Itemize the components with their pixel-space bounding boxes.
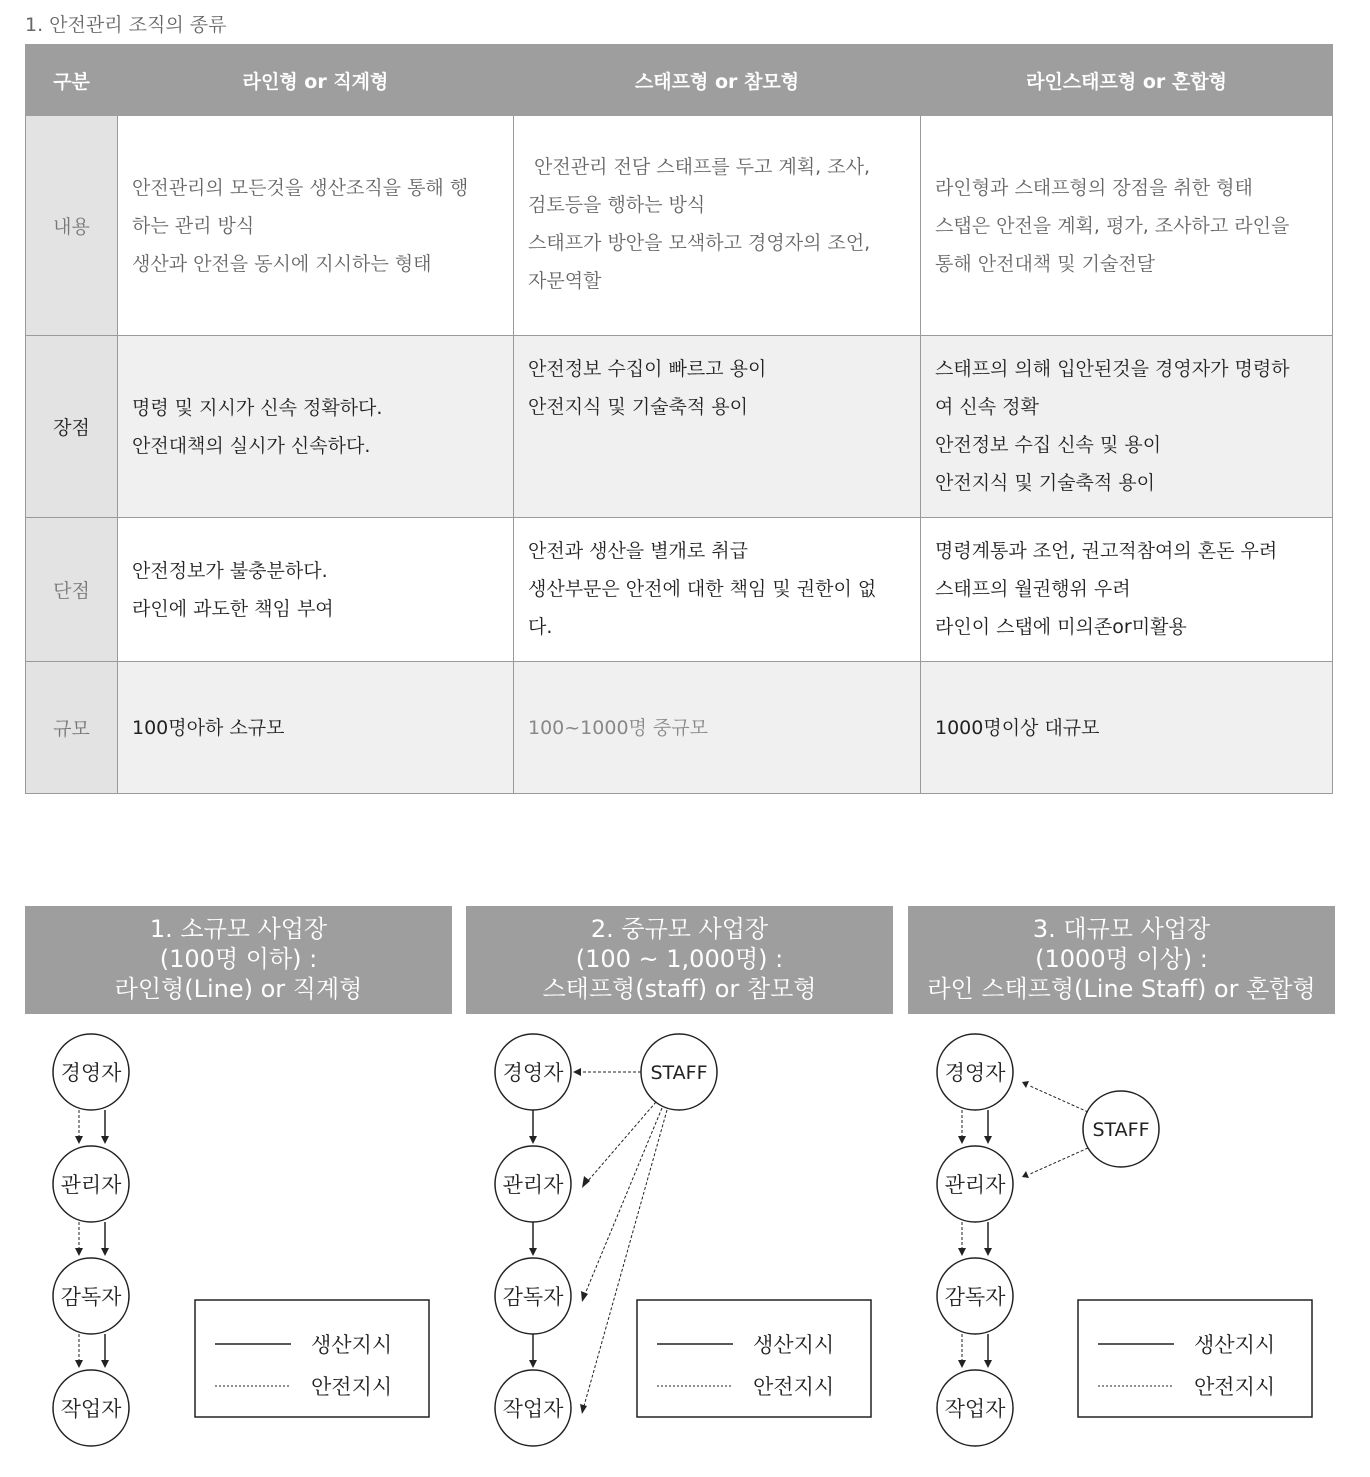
- org-diagram-staff: [466, 1014, 893, 1474]
- node-ceo: [495, 1034, 571, 1110]
- panel-title-line: (1000명 이상) :: [1035, 945, 1208, 973]
- cell-text: 안전대책의 실시가 신속하다.: [132, 434, 371, 457]
- cell-text: 100명아하 소규모: [132, 716, 285, 739]
- node-manager: [495, 1146, 571, 1222]
- cell-text: 라인에 과도한 책임 부여: [132, 597, 334, 620]
- svg-text:관리자: 관리자: [944, 1173, 1006, 1197]
- cell-pros-staff: [514, 336, 921, 518]
- cell-cons-line: [118, 518, 514, 662]
- cell-cons-linestaff: [921, 518, 1333, 662]
- cell-text: 명령계통과 조언, 권고적참여의 혼돈 우려: [935, 540, 1278, 562]
- table-row-scale: [26, 662, 1333, 794]
- svg-text:작업자: 작업자: [502, 1397, 564, 1421]
- table-row-cons: [26, 518, 1333, 662]
- cell-content-line: [118, 116, 514, 336]
- panel-line-type: [25, 906, 452, 1477]
- cell-text: 다.: [528, 616, 553, 638]
- cell-text: 스탭은 안전을 계획, 평가, 조사하고 라인을: [935, 214, 1290, 237]
- cell-text: 하는 관리 방식: [132, 214, 255, 237]
- panel-title-line: 3. 대규모 사업장: [1032, 915, 1211, 943]
- legend-production-label: 생산지시: [311, 1333, 393, 1357]
- header-line-type: 라인형 or 직계형: [118, 45, 514, 116]
- cell-text: 자문역할: [528, 270, 602, 292]
- svg-text:감독자: 감독자: [502, 1285, 564, 1309]
- panel-title-line: 2. 중규모 사업장: [590, 915, 769, 943]
- header-staff-type: 스태프형 or 참모형: [514, 45, 921, 116]
- legend-box: [195, 1300, 429, 1417]
- cell-pros-line: [118, 336, 514, 518]
- cell-text: 검토등을 행하는 방식: [528, 194, 706, 216]
- svg-text:STAFF: STAFF: [650, 1062, 708, 1084]
- org-diagram-linestaff: [908, 1014, 1335, 1474]
- cell-text: 생산과 안전을 동시에 지시하는 형태: [132, 252, 432, 275]
- cell-pros-linestaff: [921, 336, 1333, 518]
- panel-title-line: (100명 이하) :: [159, 945, 318, 973]
- legend-safety-label: 안전지시: [311, 1375, 393, 1399]
- cell-text: 안전관리 전담 스태프를 두고 계획, 조사,: [528, 156, 870, 178]
- svg-text:관리자: 관리자: [502, 1173, 564, 1197]
- cell-text: 라인형과 스태프형의 장점을 취한 형태: [935, 176, 1253, 199]
- organization-comparison-table: [25, 44, 1333, 794]
- node-staff: [641, 1034, 717, 1110]
- node-worker: [495, 1370, 571, 1446]
- node-ceo: [937, 1034, 1013, 1110]
- cell-text: 스태프가 방안을 모색하고 경영자의 조언,: [528, 232, 871, 254]
- header-category: 구분: [26, 45, 118, 116]
- node-worker: [53, 1370, 129, 1446]
- cell-cons-staff: [514, 518, 921, 662]
- svg-text:STAFF: STAFF: [1092, 1119, 1150, 1141]
- row-label-content: 내용: [26, 116, 118, 336]
- node-ceo: [53, 1034, 129, 1110]
- table-row-content: [26, 116, 1333, 336]
- panel-header: [908, 906, 1335, 1014]
- row-label-pros: 장점: [26, 336, 118, 518]
- panel-title-line: 1. 소규모 사업장: [149, 915, 328, 943]
- cell-text: 여 신속 정확: [935, 396, 1039, 418]
- cell-text: 안전관리의 모든것을 생산조직을 통해 행: [132, 176, 469, 199]
- cell-text: 안전지식 및 기술축적 용이: [528, 396, 749, 418]
- legend-safety-label: 안전지시: [1194, 1375, 1276, 1399]
- row-label-scale: 규모: [26, 662, 118, 794]
- legend-box: [1078, 1300, 1312, 1417]
- cell-scale-line: [118, 662, 514, 794]
- svg-text:경영자: 경영자: [502, 1061, 564, 1085]
- svg-text:경영자: 경영자: [60, 1061, 122, 1085]
- svg-text:관리자: 관리자: [60, 1173, 122, 1197]
- cell-text: 100~1000명 중규모: [528, 716, 708, 739]
- org-diagram-line: [25, 1014, 452, 1474]
- panel-title-line: 스태프형(staff) or 참모형: [542, 975, 817, 1003]
- panel-title-line: (100 ~ 1,000명) :: [575, 945, 784, 973]
- cell-text: 안전지식 및 기술축적 용이: [935, 472, 1156, 494]
- cell-scale-linestaff: [921, 662, 1333, 794]
- panel-title-line: 라인형(Line) or 직계형: [114, 975, 363, 1003]
- cell-text: 안전정보 수집 신속 및 용이: [935, 434, 1162, 456]
- cell-text: 통해 안전대책 및 기술전달: [935, 252, 1156, 275]
- panel-staff-type: [466, 906, 893, 1477]
- svg-text:경영자: 경영자: [944, 1061, 1006, 1085]
- node-supervisor: [495, 1258, 571, 1334]
- cell-scale-staff: [514, 662, 921, 794]
- cell-text: 스태프의 월권행위 우려: [935, 578, 1131, 600]
- node-staff: [1083, 1091, 1159, 1167]
- legend-safety-label: 안전지시: [753, 1375, 835, 1399]
- svg-text:감독자: 감독자: [60, 1285, 122, 1309]
- cell-text: 생산부문은 안전에 대한 책임 및 권한이 없: [528, 578, 877, 600]
- page-heading: 1. 안전관리 조직의 종류: [25, 14, 227, 36]
- legend-production-label: 생산지시: [753, 1333, 835, 1357]
- cell-text: 라인이 스탭에 미의존or미활용: [935, 616, 1187, 638]
- panel-header: [25, 906, 452, 1014]
- node-manager: [937, 1146, 1013, 1222]
- svg-text:작업자: 작업자: [944, 1397, 1006, 1421]
- node-manager: [53, 1146, 129, 1222]
- node-worker: [937, 1370, 1013, 1446]
- cell-text: 안전과 생산을 별개로 취급: [528, 540, 749, 562]
- table-header-row: [26, 45, 1333, 116]
- table-row-pros: [26, 336, 1333, 518]
- panel-line-staff-type: [908, 906, 1335, 1477]
- panel-title-line: 라인 스태프형(Line Staff) or 혼합형: [927, 975, 1316, 1003]
- cell-content-staff: [514, 116, 921, 336]
- node-supervisor: [937, 1258, 1013, 1334]
- svg-text:감독자: 감독자: [944, 1285, 1006, 1309]
- cell-text: 안전정보 수집이 빠르고 용이: [528, 358, 767, 380]
- panel-header: [466, 906, 893, 1014]
- row-label-cons: 단점: [26, 518, 118, 662]
- cell-text: 1000명이상 대규모: [935, 716, 1100, 739]
- cell-text: 안전정보가 불충분하다.: [132, 559, 328, 582]
- svg-text:작업자: 작업자: [60, 1397, 122, 1421]
- staff-arrows: [1022, 1081, 1088, 1178]
- legend-box: [637, 1300, 871, 1417]
- node-supervisor: [53, 1258, 129, 1334]
- cell-text: 명령 및 지시가 신속 정확하다.: [132, 396, 383, 419]
- cell-content-linestaff: [921, 116, 1333, 336]
- header-line-staff-type: 라인스태프형 or 혼합형: [921, 45, 1333, 116]
- legend-production-label: 생산지시: [1194, 1333, 1276, 1357]
- cell-text: 스태프의 의해 입안된것을 경영자가 명령하: [935, 358, 1290, 380]
